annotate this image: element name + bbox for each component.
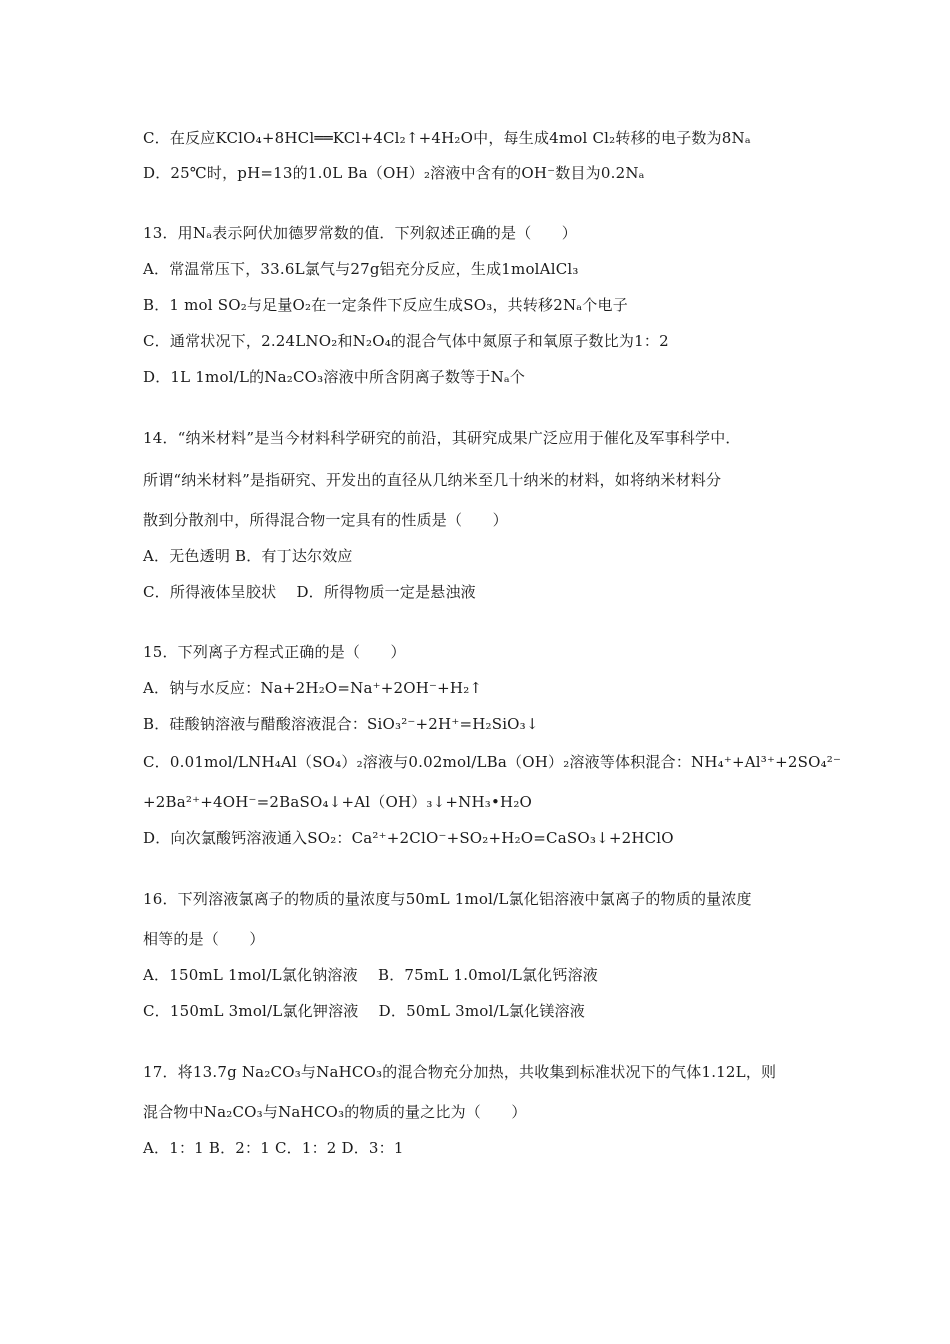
text-line: A．1：1 B．2：1 C．1：2 D．3：1 bbox=[143, 1139, 404, 1157]
text-line: A．无色透明 B．有丁达尔效应 bbox=[143, 547, 353, 565]
text-line: B．硅酸钠溶液与醋酸溶液混合：SiO₃²⁻+2H⁺=H₂SiO₃↓ bbox=[143, 715, 539, 733]
text-line: C．在反应KClO₄+8HCl══KCl+4Cl₂↑+4H₂O中，每生成4mol Cl₂转移的电子数为8Nₐ bbox=[143, 129, 751, 147]
text-line: A．钠与水反应：Na+2H₂O=Na⁺+2OH⁻+H₂↑ bbox=[143, 679, 483, 697]
text-line: C．0.01mol/LNH₄Al（SO₄）₂溶液与0.02mol/LBa（OH）₂溶液等体积混合：NH₄⁺+Al³⁺+2SO₄²⁻ bbox=[143, 753, 842, 771]
text-line: 14．“纳米材料”是当今材料科学研究的前沿，其研究成果广泛应用于催化及军事科学中． bbox=[143, 429, 741, 447]
text-line: 13．用Nₐ表示阿伏加德罗常数的值．下列叙述正确的是（ ） bbox=[143, 224, 578, 242]
text-line: B．1 mol SO₂与足量O₂在一定条件下反应生成SO₃，共转移2Nₐ个电子 bbox=[143, 296, 628, 314]
text-line: 16．下列溶液氯离子的物质的量浓度与50mL 1mol/L氯化铝溶液中氯离子的物质的量浓度 bbox=[143, 890, 752, 908]
text-line: A．150mL 1mol/L氯化钠溶液 B．75mL 1.0mol/L氯化钙溶液 bbox=[143, 966, 598, 984]
text-line: 混合物中Na₂CO₃与NaHCO₃的物质的量之比为（ ） bbox=[143, 1103, 527, 1121]
text-line: D．25℃时，pH=13的1.0L Ba（OH）₂溶液中含有的OH⁻数目为0.2Nₐ bbox=[143, 164, 645, 182]
text-line: 散到分散剂中，所得混合物一定具有的性质是（ ） bbox=[143, 511, 508, 529]
text-line: 所谓“纳米材料”是指研究、开发出的直径从几纳米至几十纳米的材料，如将纳米材料分 bbox=[143, 471, 722, 489]
text-line: A．常温常压下，33.6L氯气与27g铝充分反应，生成1molAlCl₃ bbox=[143, 260, 579, 278]
text-line: 17．将13.7g Na₂CO₃与NaHCO₃的混合物充分加热，共收集到标准状况下的气体1.12L，则 bbox=[143, 1063, 777, 1081]
text-line: 相等的是（ ） bbox=[143, 930, 265, 948]
text-line: C．通常状况下，2.24LNO₂和N₂O₄的混合气体中氮原子和氧原子数比为1：2 bbox=[143, 332, 669, 350]
text-line: +2Ba²⁺+4OH⁻=2BaSO₄↓+Al（OH）₃↓+NH₃•H₂O bbox=[143, 793, 533, 811]
text-line: C．150mL 3mol/L氯化钾溶液 D．50mL 3mol/L氯化镁溶液 bbox=[143, 1002, 585, 1020]
text-line: D．向次氯酸钙溶液通入SO₂：Ca²⁺+2ClO⁻+SO₂+H₂O=CaSO₃↓+2HClO bbox=[143, 829, 674, 847]
text-line: D．1L 1mol/L的Na₂CO₃溶液中所含阴离子数等于Nₐ个 bbox=[143, 368, 526, 386]
text-line: C．所得液体呈胶状 D．所得物质一定是悬浊液 bbox=[143, 583, 476, 601]
text-line: 15．下列离子方程式正确的是（ ） bbox=[143, 643, 406, 661]
